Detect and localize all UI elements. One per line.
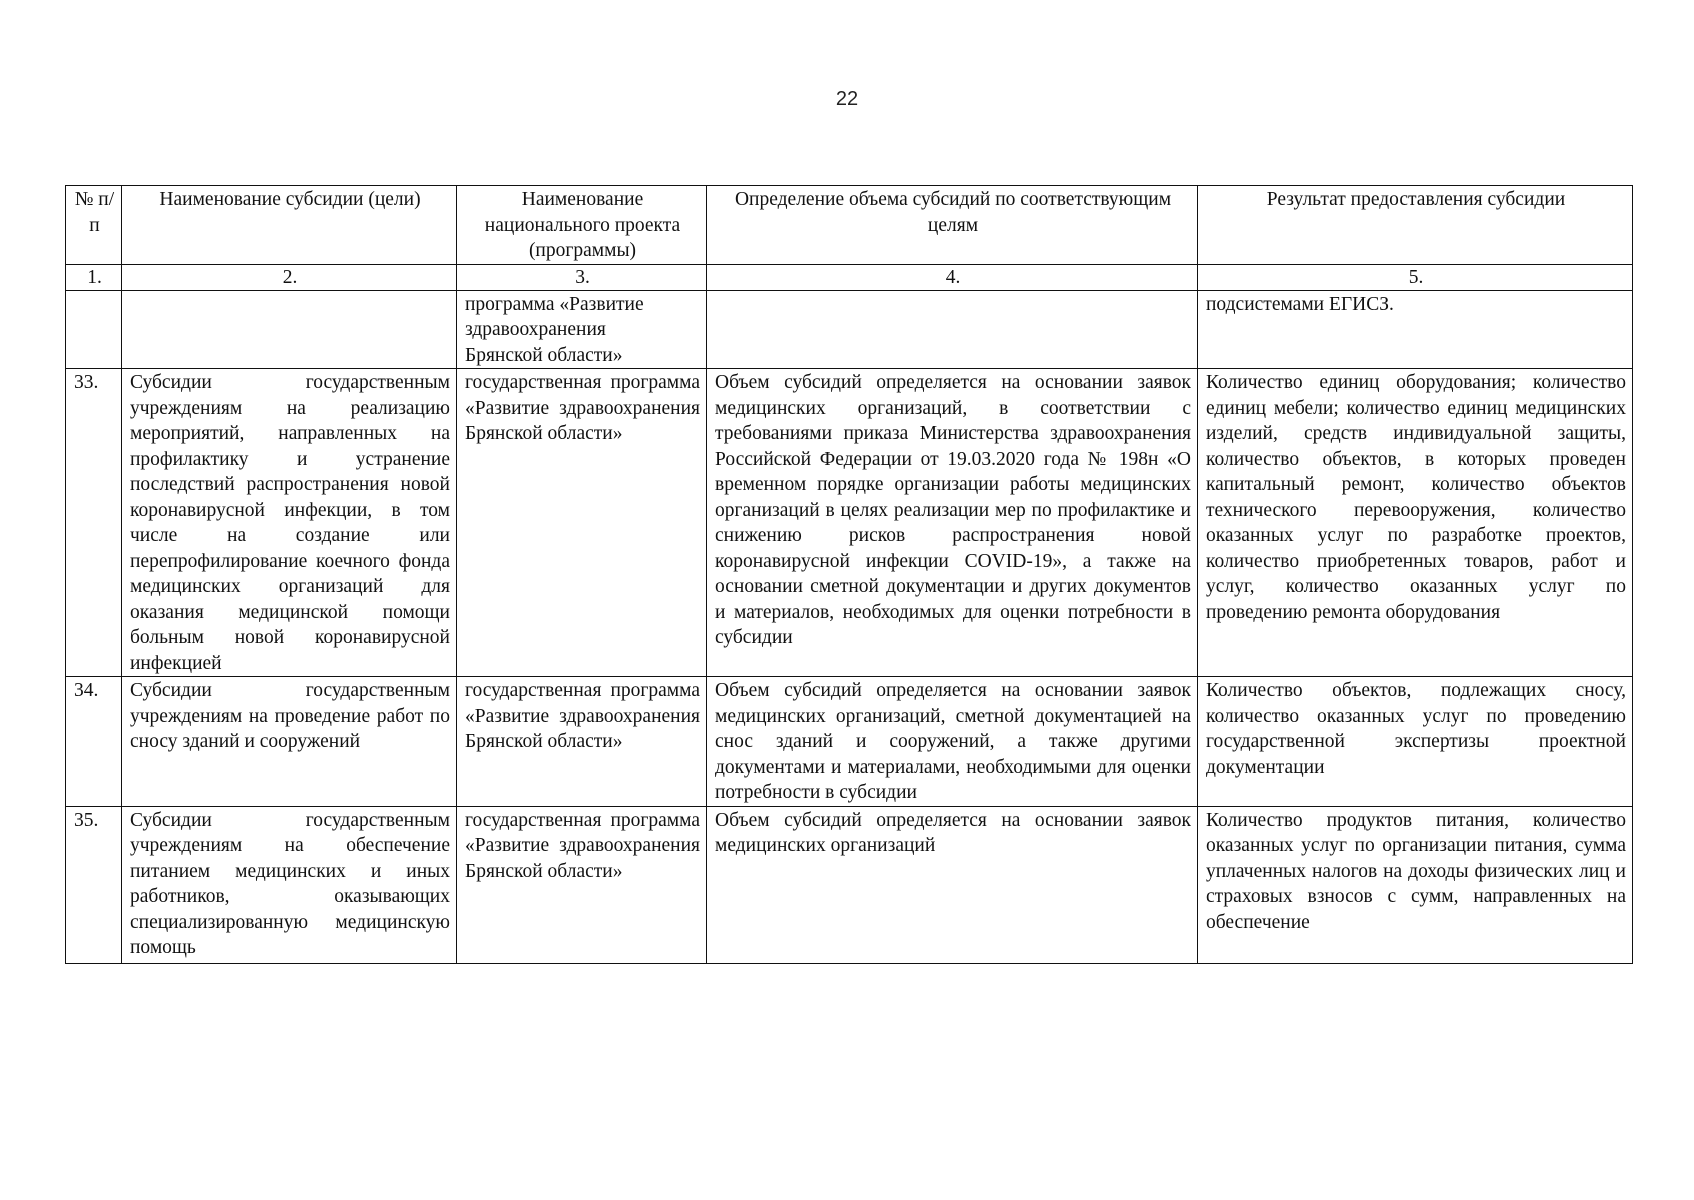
row-volume: Объем субсидий определяется на основании заявок медицинских организаций, сметной документацией на снос зданий и сооружений, а также другими документами и материалами, необходимыми для оценки потребности в субсидии	[707, 677, 1198, 807]
row-subsidy-name: Субсидии государственным учреждениям на проведение работ по сносу зданий и сооружений	[122, 677, 457, 807]
row-program: государственная программа «Развитие здравоохранения Брянской области»	[457, 369, 707, 677]
column-number: 4.	[707, 264, 1198, 290]
row-number: 33.	[66, 369, 122, 677]
page-number: 22	[835, 88, 859, 110]
header-volume-definition: Определение объема субсидий по соответствующим целям	[707, 186, 1198, 265]
row-number: 34.	[66, 677, 122, 807]
row-subsidy-name-text: Субсидии государственным учреждениям на обеспечение питанием медицинских и иных работников, оказывающих специализированную медицинскую помощь	[130, 809, 450, 958]
row-volume-text: Объем субсидий определяется на основании заявок медицинских организаций	[715, 809, 1191, 856]
row-volume	[707, 290, 1198, 369]
row-number-text: 35.	[74, 809, 99, 831]
row-result: Количество единиц оборудования; количество единиц мебели; количество единиц медицинских изделий, средств индивидуальной защиты, количество объектов, в которых проведен капитальный ремонт, количество объектов технического перевооружения, количество оказанных услуг по разработке проектов, количество приобретенных товаров, работ и услуг, количество оказанных услуг по проведению ремонта оборудования	[1198, 369, 1633, 677]
table-row	[66, 806, 1633, 963]
row-subsidy-name	[122, 290, 457, 369]
column-number: 1.	[66, 264, 122, 290]
row-result: Количество объектов, подлежащих сносу, количество оказанных услуг по проведению государственной экспертизы проектной документации	[1198, 677, 1633, 807]
row-program	[457, 806, 707, 963]
row-volume	[707, 806, 1198, 963]
column-number: 5.	[1198, 264, 1633, 290]
row-volume: Объем субсидий определяется на основании заявок медицинских организаций, в соответствии с требованиями приказа Министерства здравоохранения Российской Федерации от 19.03.2020 года № 198н «О временном порядке организации работы медицинских организаций в целях реализации мер по профилактике и снижению рисков распространения новой коронавирусной инфекции COVID-19», а также на основании сметной документации и других документов и материалов, необходимых для оценки потребности в субсидии	[707, 369, 1198, 677]
row-program-text: государственная программа «Развитие здравоохранения Брянской области»	[465, 809, 700, 882]
row-subsidy-name: Субсидии государственным учреждениям на реализацию мероприятий, направленных на профилактику и устранение последствий распространения новой коронавирусной инфекции, в том числе на создание или перепрофилирование коечного фонда медицинских организаций для оказания медицинской помощи больным новой коронавирусной инфекцией	[122, 369, 457, 677]
row-program: государственная программа «Развитие здравоохранения Брянской области»	[457, 677, 707, 807]
row-number	[66, 806, 122, 963]
header-num: № п/п	[66, 186, 122, 265]
column-number: 2.	[122, 264, 457, 290]
subsidy-table	[65, 185, 1633, 964]
table-row	[66, 677, 1633, 807]
row-result	[1198, 806, 1633, 963]
row-program: программа «Развитие здравоохранения Брянской области»	[457, 290, 707, 369]
header-subsidy-name: Наименование субсидии (цели)	[122, 186, 457, 265]
column-number-row	[66, 264, 1633, 290]
header-national-project: Наименование национального проекта (программы)	[457, 186, 707, 265]
row-subsidy-name	[122, 806, 457, 963]
row-number	[66, 290, 122, 369]
row-result-text: Количество продуктов питания, количество оказанных услуг по организации питания, сумма уплаченных налогов на доходы физических лиц и страховых взносов с сумм, направленных на обеспечение	[1206, 809, 1626, 933]
table-row	[66, 369, 1633, 677]
column-number: 3.	[457, 264, 707, 290]
header-row	[66, 186, 1633, 265]
row-result: подсистемами ЕГИСЗ.	[1198, 290, 1633, 369]
table-row	[66, 290, 1633, 369]
header-result: Результат предоставления субсидии	[1198, 186, 1633, 265]
